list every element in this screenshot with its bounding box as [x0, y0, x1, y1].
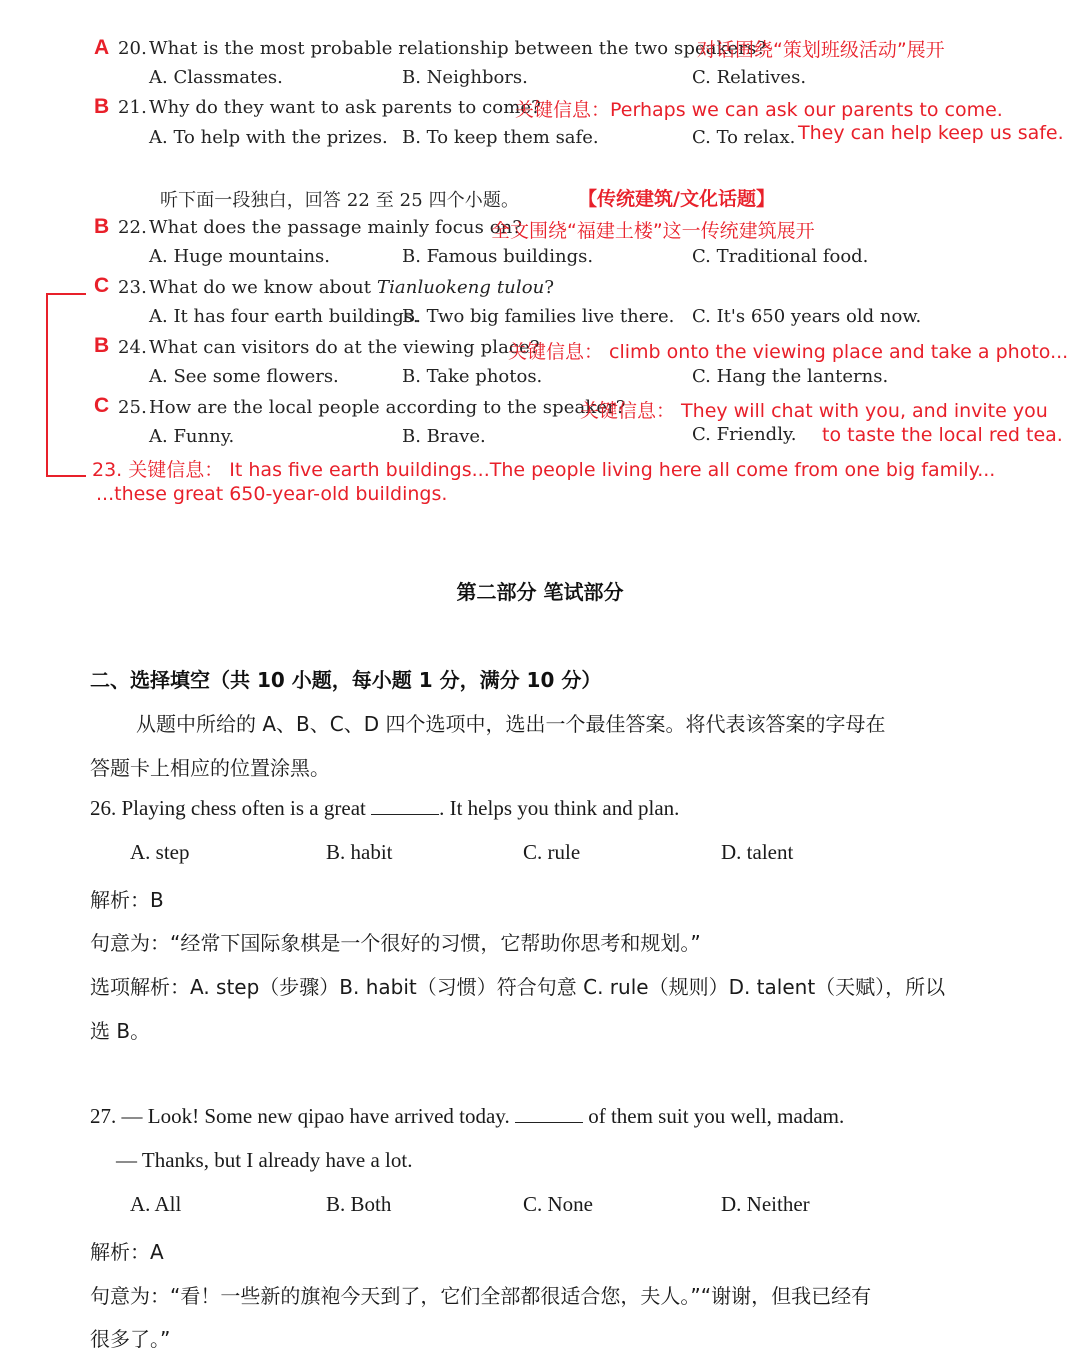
- q27-option-b: B. Both: [326, 1192, 392, 1216]
- q23-option-c: C. It's 650 years old now.: [692, 306, 922, 327]
- q26-option-d: D. talent: [721, 840, 794, 864]
- section-instruction-line1: 从题中所给的 A、B、C、D 四个选项中，选出一个最佳答案。将代表该答案的字母在: [136, 712, 886, 736]
- q26-explain-line1: 选项解析：A. step（步骤）B. habit（习惯）符合句意 C. rule（规则）D. talent（天赋），所以: [90, 975, 946, 999]
- q23-number: 23.: [118, 277, 147, 298]
- part-title: 第二部分 笔试部分: [456, 580, 624, 604]
- q27-blank: [515, 1104, 583, 1123]
- q24-note: 关键信息： climb onto the viewing place and take a photo...: [508, 341, 1069, 363]
- q27-option-c: C. None: [523, 1192, 593, 1216]
- q25-note2: to taste the local red tea.: [822, 424, 1063, 446]
- q24-question: What can visitors do at the viewing place?: [149, 337, 540, 358]
- q26-meaning: 句意为：“经常下国际象棋是一个很好的习惯，它帮助你思考和规划。”: [90, 931, 701, 955]
- q27-option-d: D. Neither: [721, 1192, 810, 1216]
- q20-option-b: B. Neighbors.: [402, 67, 528, 88]
- topic-label: 【传统建筑/文化话题】: [578, 188, 775, 210]
- q20-question: What is the most probable relationship between the two speakers?: [149, 38, 767, 59]
- q20-note: 对话围绕“策划班级活动”展开: [697, 39, 945, 61]
- q22-option-b: B. Famous buildings.: [402, 246, 594, 267]
- section-instruction-line2: 答题卡上相应的位置涂黑。: [90, 756, 330, 780]
- q20-number: 20.: [118, 38, 147, 59]
- q27-option-a: A. All: [130, 1192, 182, 1216]
- q25-option-c: C. Friendly.: [692, 424, 797, 445]
- q26-analysis-label: 解析：B: [90, 888, 164, 912]
- q20-answer: A: [94, 36, 110, 59]
- q26-option-b: B. habit: [326, 840, 393, 864]
- listening-instruction: 听下面一段独白，回答 22 至 25 四个小题。: [160, 190, 520, 211]
- q25-answer: C: [94, 394, 110, 417]
- q27-stem: 27. — Look! Some new qipao have arrived today. of them suit you well, madam.: [90, 1104, 845, 1128]
- q23-key-note-line1: 23. 关键信息： It has five earth buildings...The people living here all come from one big family...: [92, 459, 996, 481]
- q20-option-c: C. Relatives.: [692, 67, 807, 88]
- q24-option-c: C. Hang the lanterns.: [692, 366, 889, 387]
- q23-key-note-line2: ...these great 650-year-old buildings.: [96, 483, 448, 505]
- q26-explain-line2: 选 B。: [90, 1019, 151, 1043]
- q21-option-b: B. To keep them safe.: [402, 127, 599, 148]
- q23-option-b: B. Two big families live there.: [402, 306, 675, 327]
- q26-option-a: A. step: [130, 840, 190, 864]
- q22-question: What does the passage mainly focus on?: [149, 217, 523, 238]
- q27-analysis-label: 解析：A: [90, 1240, 164, 1264]
- q26-blank: [371, 796, 439, 815]
- q21-option-c: C. To relax.: [692, 127, 796, 148]
- q23-answer: C: [94, 274, 110, 297]
- q22-number: 22.: [118, 217, 147, 238]
- q21-answer: B: [94, 95, 110, 118]
- q22-option-a: A. Huge mountains.: [149, 246, 330, 267]
- q27-meaning-line2: 很多了。”: [90, 1327, 171, 1351]
- q20-option-a: A. Classmates.: [149, 67, 283, 88]
- q24-option-a: A. See some flowers.: [149, 366, 339, 387]
- q23-bracket: [46, 293, 86, 477]
- q25-question: How are the local people according to the speaker?: [149, 397, 626, 418]
- q22-note: 全文围绕“福建土楼”这一传统建筑展开: [491, 220, 815, 242]
- q23-question: What do we know about Tianluokeng tulou?: [149, 277, 555, 298]
- q27-reply: — Thanks, but I already have a lot.: [116, 1148, 413, 1172]
- q21-option-a: A. To help with the prizes.: [149, 127, 388, 148]
- q25-option-b: B. Brave.: [402, 426, 486, 447]
- q24-number: 24.: [118, 337, 147, 358]
- q25-number: 25.: [118, 397, 147, 418]
- q25-note: 关键信息： They will chat with you, and invite you: [580, 400, 1048, 422]
- q24-answer: B: [94, 334, 110, 357]
- q21-note: 关键信息：Perhaps we can ask our parents to come.: [515, 99, 1003, 121]
- q26-option-c: C. rule: [523, 840, 581, 864]
- q21-note2: They can help keep us safe.: [798, 122, 1064, 144]
- section-heading: 二、选择填空（共 10 小题，每小题 1 分，满分 10 分）: [90, 668, 602, 692]
- q24-option-b: B. Take photos.: [402, 366, 543, 387]
- q21-number: 21.: [118, 97, 147, 118]
- q21-question: Why do they want to ask parents to come?: [149, 97, 541, 118]
- q22-option-c: C. Traditional food.: [692, 246, 869, 267]
- q22-answer: B: [94, 215, 110, 238]
- q25-option-a: A. Funny.: [149, 426, 235, 447]
- q23-option-a: A. It has four earth buildings.: [149, 306, 419, 327]
- q26-stem: 26. Playing chess often is a great . It helps you think and plan.: [90, 796, 680, 820]
- q27-meaning-line1: 句意为：“看！一些新的旗袍今天到了，它们全部都很适合您，夫人。”“谢谢，但我已经有: [90, 1284, 872, 1308]
